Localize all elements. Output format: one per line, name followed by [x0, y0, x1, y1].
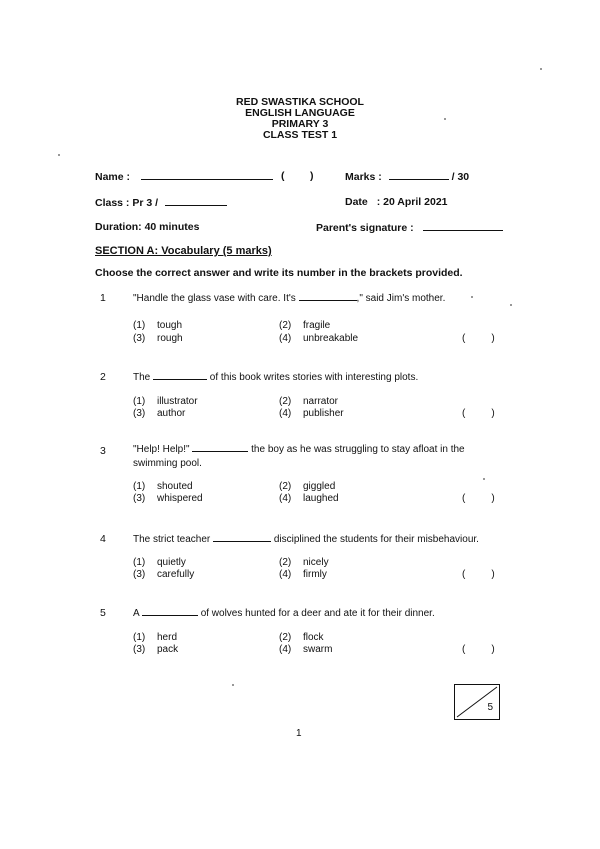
- answer-blank: [299, 291, 357, 301]
- marks-label: Marks :: [345, 171, 382, 183]
- parent-signature-field: [316, 221, 503, 234]
- name-blank[interactable]: [141, 170, 273, 180]
- question-number: 5: [100, 607, 106, 619]
- class-label: Class : Pr 3 /: [95, 197, 159, 209]
- answer-bracket[interactable]: ( ): [462, 569, 495, 580]
- marks-field: [345, 170, 469, 183]
- option-2: (2) giggled: [279, 481, 336, 492]
- scan-speck: [471, 296, 473, 298]
- school-name: RED SWASTIKA SCHOOL: [236, 96, 364, 108]
- option-1: (1) illustrator: [133, 396, 198, 407]
- question-text: The strict teacher disciplined the students for their misbehaviour.: [133, 534, 479, 545]
- question-number: 3: [100, 445, 106, 457]
- question-text: A of wolves hunted for a deer and ate it for their dinner.: [133, 608, 435, 619]
- option-1: (1) herd: [133, 632, 178, 643]
- test-title: CLASS TEST 1: [262, 129, 338, 141]
- option-1: (1) quietly: [133, 557, 186, 568]
- date-label: Date: [345, 196, 368, 208]
- option-1: (1) tough: [133, 320, 183, 331]
- section-title: SECTION A: Vocabulary (5 marks): [95, 245, 272, 257]
- class-blank[interactable]: [165, 196, 227, 206]
- duration: Duration: 40 minutes: [95, 221, 200, 233]
- level-title: PRIMARY 3: [271, 118, 329, 130]
- option-3: (3) rough: [133, 333, 183, 344]
- option-4: (4) swarm: [279, 644, 333, 655]
- date-field: [345, 196, 448, 208]
- option-2: (2) nicely: [279, 557, 329, 568]
- question-text: "Help! Help!" the boy as he was struggling to stay afloat in the swimming pool.: [133, 444, 465, 469]
- instruction: Choose the correct answer and write its number in the brackets provided.: [95, 267, 463, 279]
- date-value: : 20 April 2021: [376, 196, 448, 208]
- answer-bracket[interactable]: ( ): [462, 333, 495, 344]
- index-paren-close: ): [310, 170, 314, 182]
- name-field: [95, 170, 273, 183]
- score-box-total: 5: [487, 702, 493, 713]
- question-number: 2: [100, 371, 106, 383]
- answer-bracket[interactable]: ( ): [462, 408, 495, 419]
- question-number: 4: [100, 533, 106, 545]
- option-3: (3) author: [133, 408, 186, 419]
- answer-blank: [192, 442, 248, 452]
- class-field: [95, 196, 227, 209]
- page-number: 1: [296, 728, 302, 739]
- score-box[interactable]: [454, 684, 500, 720]
- answer-blank: [142, 606, 198, 616]
- question-text: "Handle the glass vase with care. It's ," said Jim's mother.: [133, 293, 446, 304]
- option-2: (2) fragile: [279, 320, 331, 331]
- option-3: (3) pack: [133, 644, 179, 655]
- scan-speck: [58, 154, 60, 156]
- answer-blank: [153, 370, 207, 380]
- option-4: (4) firmly: [279, 569, 327, 580]
- option-4: (4) unbreakable: [279, 333, 359, 344]
- question-text: The of this book writes stories with interesting plots.: [133, 372, 419, 383]
- option-2: (2) flock: [279, 632, 324, 643]
- parent-signature-blank[interactable]: [423, 221, 503, 231]
- scan-speck: [444, 118, 446, 120]
- scan-speck: [510, 304, 512, 306]
- marks-blank[interactable]: [389, 170, 449, 180]
- scan-speck: [483, 478, 485, 480]
- parent-signature-label: Parent's signature :: [316, 222, 414, 234]
- option-4: (4) publisher: [279, 408, 344, 419]
- option-2: (2) narrator: [279, 396, 339, 407]
- scan-speck: [540, 68, 542, 70]
- option-3: (3) whispered: [133, 493, 203, 504]
- answer-bracket[interactable]: ( ): [462, 644, 495, 655]
- option-1: (1) shouted: [133, 481, 193, 492]
- answer-bracket[interactable]: ( ): [462, 493, 495, 504]
- option-3: (3) carefully: [133, 569, 195, 580]
- subject-title: ENGLISH LANGUAGE: [245, 107, 355, 119]
- marks-total: / 30: [451, 171, 470, 183]
- scan-speck: [232, 684, 234, 686]
- question-number: 1: [100, 292, 106, 304]
- name-label: Name :: [95, 171, 131, 183]
- option-4: (4) laughed: [279, 493, 339, 504]
- answer-blank: [213, 532, 271, 542]
- index-paren-open: (: [281, 170, 285, 182]
